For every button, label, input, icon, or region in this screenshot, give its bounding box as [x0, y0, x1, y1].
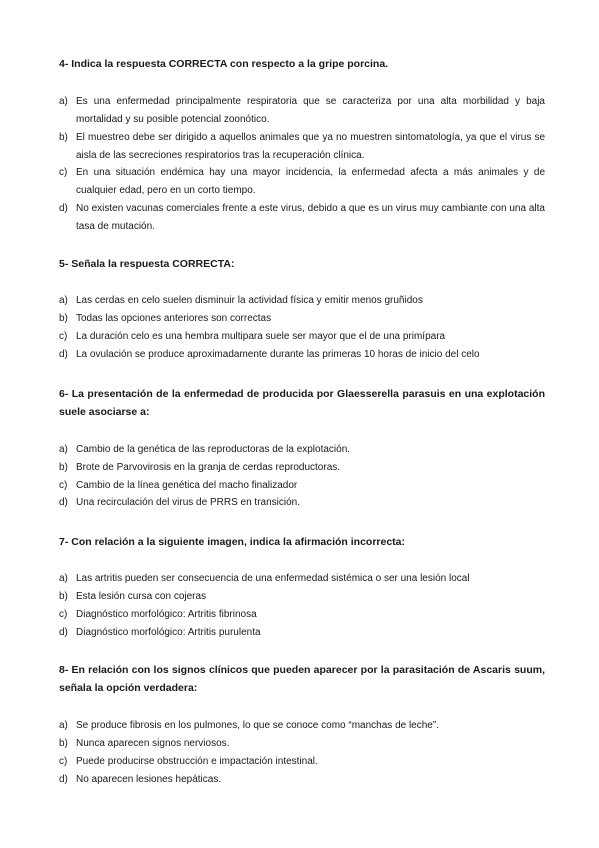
option-text: Las cerdas en celo suelen disminuir la actividad física y emitir menos gruñidos — [76, 295, 423, 306]
question-8-option-d — [59, 771, 545, 789]
question-5-option-b — [59, 310, 545, 328]
question-5-title: 5- Señala la respuesta CORRECTA: — [59, 258, 235, 270]
option-letter: a) — [59, 720, 68, 731]
option-text: Nunca aparecen signos nerviosos. — [76, 738, 230, 749]
option-letter: a) — [59, 295, 68, 306]
option-text: La ovulación se produce aproximadamente durante las primeras 10 horas de inicio del celo — [76, 349, 480, 360]
question-5-option-d — [59, 346, 545, 364]
question-7-option-d — [59, 624, 545, 642]
option-text: No aparecen lesiones hepáticas. — [76, 774, 222, 785]
question-8-title: 8- En relación con los signos clínicos que pueden aparecer por la parasitación de Ascaris suum, señala la opción verdadera: — [59, 664, 545, 694]
question-6-option-a — [59, 441, 545, 459]
option-text: La duración celo es una hembra multipara suele ser mayor que el de una primípara — [76, 331, 446, 342]
question-6-option-d — [59, 494, 545, 512]
question-7-option-c — [59, 606, 545, 624]
option-letter: c) — [59, 609, 68, 620]
option-letter: c) — [59, 167, 68, 178]
question-7-option-b — [59, 588, 545, 606]
option-letter: a) — [59, 96, 68, 107]
option-text: El muestreo debe ser dirigido a aquellos animales que ya no muestren sintomatología, ya que el virus se aisla de las secreciones respiratorios tras la recuperación clínica. — [76, 132, 545, 161]
option-text: En una situación endémica hay una mayor incidencia, la enfermedad afecta a más animales y de cualquier edad, pero en un corto tiempo. — [76, 167, 545, 196]
question-7-title: 7- Con relación a la siguiente imagen, indica la afirmación incorrecta: — [59, 536, 406, 548]
question-8-option-b — [59, 735, 545, 753]
question-6-title: 6- La presentación de la enfermedad de producida por Glaesserella parasuis en una explotación suele asociarse a: — [59, 388, 545, 418]
question-6-option-b — [59, 459, 545, 477]
option-text: Diagnóstico morfológico: Artritis purulenta — [76, 627, 261, 638]
question-5-option-a — [59, 292, 545, 310]
question-4-option-d — [59, 200, 545, 236]
option-letter: b) — [59, 591, 68, 602]
option-text: Brote de Parvovirosis en la granja de cerdas reproductoras. — [76, 462, 341, 473]
option-letter: c) — [59, 480, 68, 491]
question-4-option-b — [59, 129, 545, 165]
question-8-option-a — [59, 717, 545, 735]
option-text: Es una enfermedad principalmente respiratoria que se caracteriza por una alta morbilidad y baja mortalidad y su posible potencial zoonótico. — [76, 96, 545, 125]
option-letter: c) — [59, 331, 68, 342]
option-letter: d) — [59, 349, 68, 360]
option-letter: b) — [59, 738, 68, 749]
option-letter: d) — [59, 627, 68, 638]
question-6-option-c — [59, 477, 545, 495]
option-text: Se produce fibrosis en los pulmones, lo que se conoce como “manchas de leche”. — [76, 720, 439, 731]
option-letter: d) — [59, 774, 68, 785]
question-4-title: 4- Indica la respuesta CORRECTA con respecto a la gripe porcina. — [59, 58, 389, 70]
question-5-option-c — [59, 328, 545, 346]
option-text: Esta lesión cursa con cojeras — [76, 591, 207, 602]
option-text: Diagnóstico morfológico: Artritis fibrinosa — [76, 609, 257, 620]
option-text: Todas las opciones anteriores son correctas — [76, 313, 272, 324]
option-text: Cambio de la línea genética del macho finalizador — [76, 480, 298, 491]
option-text: Una recirculación del virus de PRRS en transición. — [76, 497, 300, 508]
question-4-option-a — [59, 93, 545, 129]
option-letter: b) — [59, 462, 68, 473]
option-letter: c) — [59, 756, 68, 767]
option-letter: a) — [59, 444, 68, 455]
option-text: No existen vacunas comerciales frente a este virus, debido a que es un virus muy cambiante con una alta tasa de mutación. — [76, 203, 545, 232]
option-letter: a) — [59, 573, 68, 584]
option-text: Cambio de la genética de las reproductoras de la explotación. — [76, 444, 351, 455]
option-letter: d) — [59, 203, 68, 214]
question-8-option-c — [59, 753, 545, 771]
question-7-option-a — [59, 570, 545, 588]
option-letter: b) — [59, 313, 68, 324]
option-letter: b) — [59, 132, 68, 143]
question-4-option-c — [59, 164, 545, 200]
option-text: Puede producirse obstrucción e impactación intestinal. — [76, 756, 318, 767]
option-letter: d) — [59, 497, 68, 508]
option-text: Las artritis pueden ser consecuencia de una enfermedad sistémica o ser una lesión local — [76, 573, 470, 584]
